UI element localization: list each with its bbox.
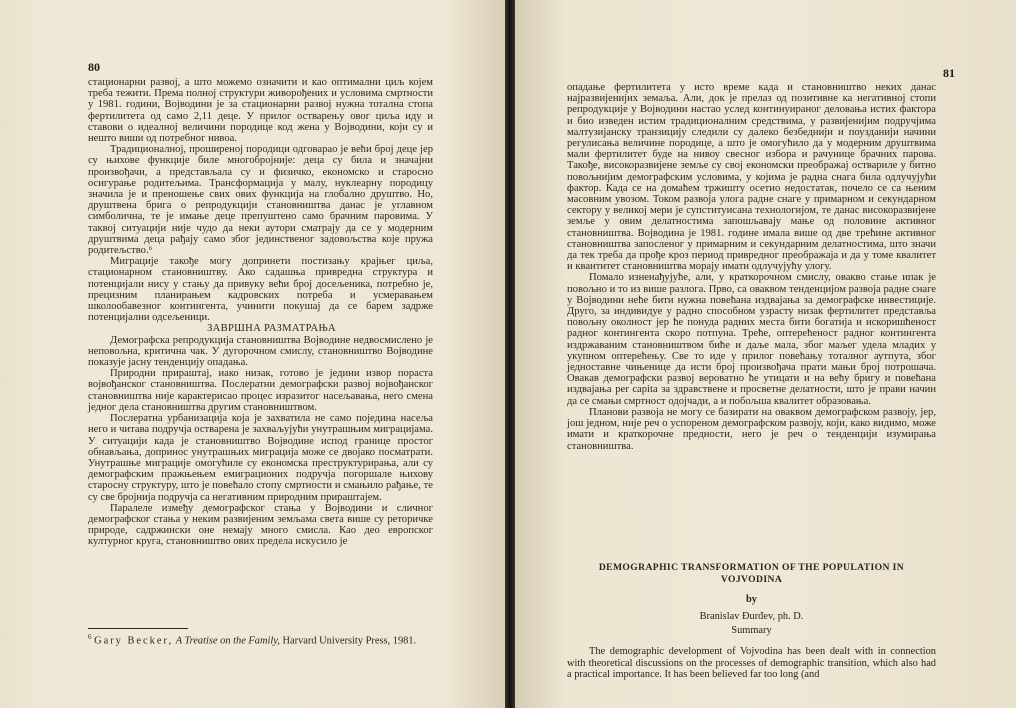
paragraph: стационарни развој, а што можемо означити и као оптимални циљ којем треба тежити. Према полној структури живорођених и условима смртности у 1981. години, Војводини је за стационарни развој нужна тотална стопа фертилитета од само 2,11 деце. У прилог остварењу овог циља иду и ставови о идеалној величини породице код жена у Војводини, који су и нешто виши од потребног нивоа. — [88, 77, 433, 145]
english-summary — [567, 562, 936, 681]
left-page-text — [88, 77, 433, 548]
summary-text: The demographic development of Vojvodina has been dealt with in connection with theoretical discussions on the processes of demographic transition, which also had a practical importance. It has been believed far too long (and — [567, 645, 936, 681]
right-page — [515, 0, 1016, 708]
section-heading: ЗАВРШНА РАЗМАТРАЊА — [207, 323, 336, 335]
paragraph: Паралеле између демографског стања у Војводини и сличног демографског стања у неким развијеним земљама света више су реторичке природе, садржински оне немају много смисла. Као део европског културног круга, становништво ових предела искусило је — [88, 502, 433, 548]
right-page-text — [567, 82, 936, 452]
summary-title: DEMOGRAPHIC TRANSFORMATION OF THE POPULATION IN VOJVODINA — [598, 562, 905, 585]
paragraph: Природни прираштај, иако низак, готово је једини извор пораста војвођанског становништва. Послератни демографски развој војвођанског становништва није карактерисао процес изразитог насељавања, него смена једног дела становништва другим становништвом. — [88, 368, 433, 413]
paragraph: Традиционалној, проширеној породици одговарао је већи број деце јер су њихове функције биле многобројније: деца су била и значајни произвођачи, а представљала су и физичко, економско и старосно осигурање родитељима. Трансформација у малу, нуклеарну породицу значила је и преношење свих ових функција на глобално друштво. Но, друштвена брига о репродукцији становништва данас је углавном симболична, те је имање деце препуштено само брачним паровима. У таквој ситуацији није чудо да неки аутори сматрају да се у модерним друштвима деца рађају само због јединственог задовољства које пружа родитељство.⁶ — [88, 144, 433, 257]
paragraph: Послератна урбанизација која је захватила не само поједина насеља него и читава подручја остварена је захваљујући унутрашњим миграцијама. У ситуацији када је становништво Војводине испод границе простог обнављања, доприноc унутрашњих миграција може се двојако посматрати. Унутрашње миграције омогућиле су економска преструктурирања, али су демографским пражњењем емиграционих подручја погоршале њихову старосну структуру, што је повећало стопу смртности и смањило рађање, те су све бројнија подручја са негативним природним прираштајем. — [88, 413, 433, 503]
paragraph: Демографска репродукција становништва Војводине недвосмислено је неповољна, критична чак. У дугорочном смислу, становништво Војводине показује јасну тенденцију опадања. — [88, 334, 433, 369]
footnote-marker: 6 — [88, 633, 92, 641]
page-number: 81 — [943, 66, 955, 80]
book-gutter — [505, 0, 515, 708]
paragraph: Миграције такође могу допринети постизању крајњег циља, стационарном становништву. Ако садашња привредна структура и потенцијали нису у стању да привуку већи број досељеника, потребно је, прецизним планирањем кадровских потреба и усмеравањем школообавезног контингента, учинити покушај да се барем задрже потенцијални одсељеници. — [88, 256, 433, 324]
summary-author: Branislav Đurđev, ph. D. — [699, 610, 804, 622]
footnote-publisher: Harvard University Press, 1981. — [282, 635, 417, 647]
paragraph: Планови развоја не могу се базирати на оваквом демографском развоју, јер, још једном, није реч о успореном демографском развоју, који, како видимо, може имати и краткорочне предности, него је реч о тенденцији изумирања становништва. — [567, 406, 936, 452]
page-number: 80 — [88, 60, 100, 74]
paragraph: Помало изненађујуће, али, у краткорочном смислу, овакво стање ипак је повољно и то из више разлога. Прво, са оваквом тенденцијом развоја радне снаге у Војводини неће бити нужна повећана издвајања за демографске инвестиције. Друго, за индивидуе у радно способном узрасту низак фертилитет представља повољну околност јер ће понуда радних места бити богатија и искоришћеност радног контингента скоро потпуна. Треће, оптерећеност радног контингента издржаваним становништвом биће и даље мала, због маљег удела младих у укупном оптерећењу. Све то иде у прилог повећању тоталног аутпута, због једноставне чињенице да исти број произвођача прати мањи број потрошача. Овакав демографски развој вероватно ће утицати и на већу бригу и повећана издвајања per capita за здравствене и просветне делатности, што је прави начин да се смањи смртност одојчади, а и побољша квалитет образовања. — [567, 272, 936, 407]
paragraph: опадање фертилитета у исто време када и становништво неких данас најразвијенијих земаља. Али, док је прелаз од позитивне ка негативној стопи репродукције у Војводини настао услед континуираног деловања истих фактора и био изведен истим традиционалним средствима, у развијенијим подручјима малтузијанску транзицију следили су далеко безбеднији и поузданији начини регулисања величине породице, а што је омогућило да у модерним друштвима мали фертилитет буде на нивоу свесног избора и рачунице брачних парова. Такође, високоразвијене земље су свој економски преображај оствариле у битно повољнијим демографским условима, у којима је радна снага била одлучујући фактор. Када се на домаћем тржишту осетио недостатак, почело се са њеним масовним увозом. Током развоја улога радне снаге у примарном и секундарном сектору у великој мери је супституисана технологијом, те данас високоразвијене земље у овим делатностима запошљавају мање од половине активног становништва. Војводина је 1981. године имала више од две трећине активног становништва запосленог у примарним и секундарним делатностима, што значи да тек треба да прође кроз период привредног преображаја и да у томе квалитет и квантитет становништва морају имати одлучујућу улогу. — [567, 82, 936, 273]
summary-label: Summary — [731, 625, 772, 637]
footnote-author: Gary Becker, — [94, 635, 174, 647]
left-page — [0, 0, 505, 708]
summary-by: by — [746, 594, 757, 606]
footnote — [88, 632, 433, 647]
footnote-title: A Treatise on the Family, — [175, 635, 280, 647]
footnote-divider — [88, 628, 188, 629]
